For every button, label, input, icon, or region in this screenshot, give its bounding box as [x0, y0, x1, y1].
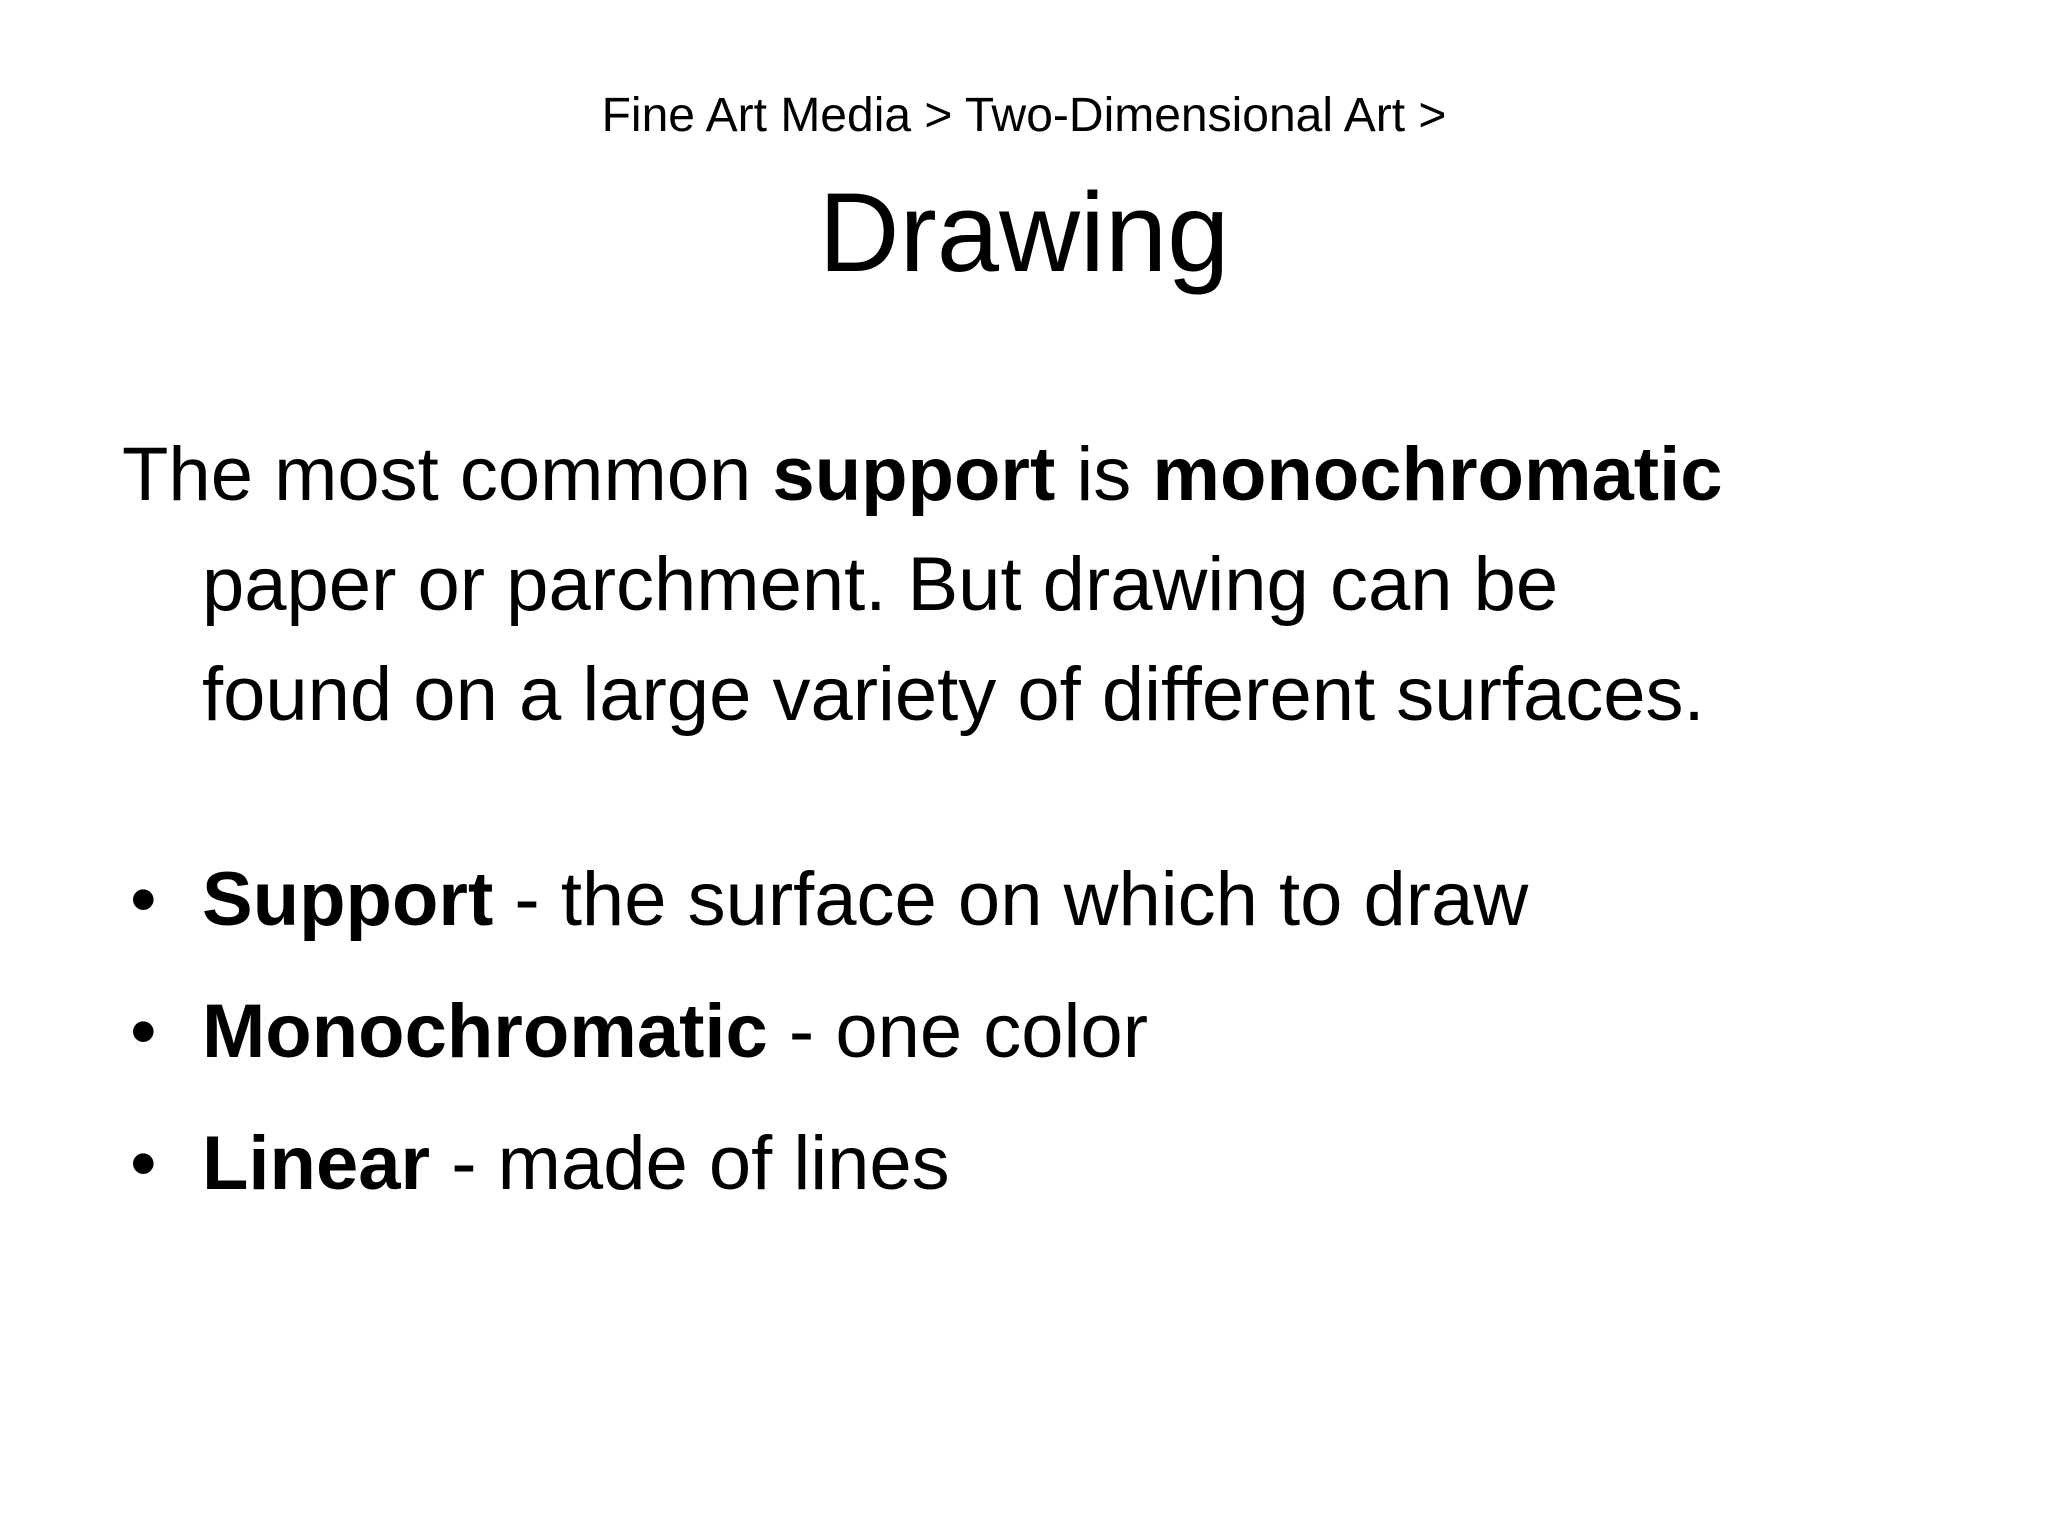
- intro-line-1: [122, 420, 1922, 530]
- bullet-icon: •: [130, 989, 157, 1074]
- definition-item-monochromatic: [122, 977, 1922, 1109]
- intro-line-3: found on a large variety of different surfaces.: [202, 652, 1705, 737]
- definition-term: Monochromatic: [202, 989, 768, 1074]
- definition-item-linear: [122, 1109, 1922, 1241]
- intro-term-monochromatic: monochromatic: [1152, 432, 1723, 517]
- definition-list: [122, 845, 1922, 1241]
- definition-text: - the surface on which to draw: [493, 857, 1529, 942]
- definition-text: - one color: [767, 989, 1148, 1074]
- slide-title: Drawing: [818, 170, 1230, 295]
- intro-line-2: paper or parchment. But drawing can be: [202, 542, 1559, 627]
- intro-text-1: The most common: [122, 432, 773, 517]
- breadcrumb: Fine Art Media > Two-Dimensional Art >: [601, 89, 1447, 142]
- definition-text: - made of lines: [430, 1121, 950, 1206]
- definition-item-support: [122, 845, 1922, 977]
- bullet-icon: •: [130, 857, 157, 942]
- definition-term: Linear: [202, 1121, 431, 1206]
- bullet-icon: •: [130, 1121, 157, 1206]
- definition-term: Support: [202, 857, 494, 942]
- intro-term-support: support: [772, 432, 1056, 517]
- intro-paragraph: [122, 420, 1922, 750]
- intro-text-2: is: [1055, 432, 1153, 517]
